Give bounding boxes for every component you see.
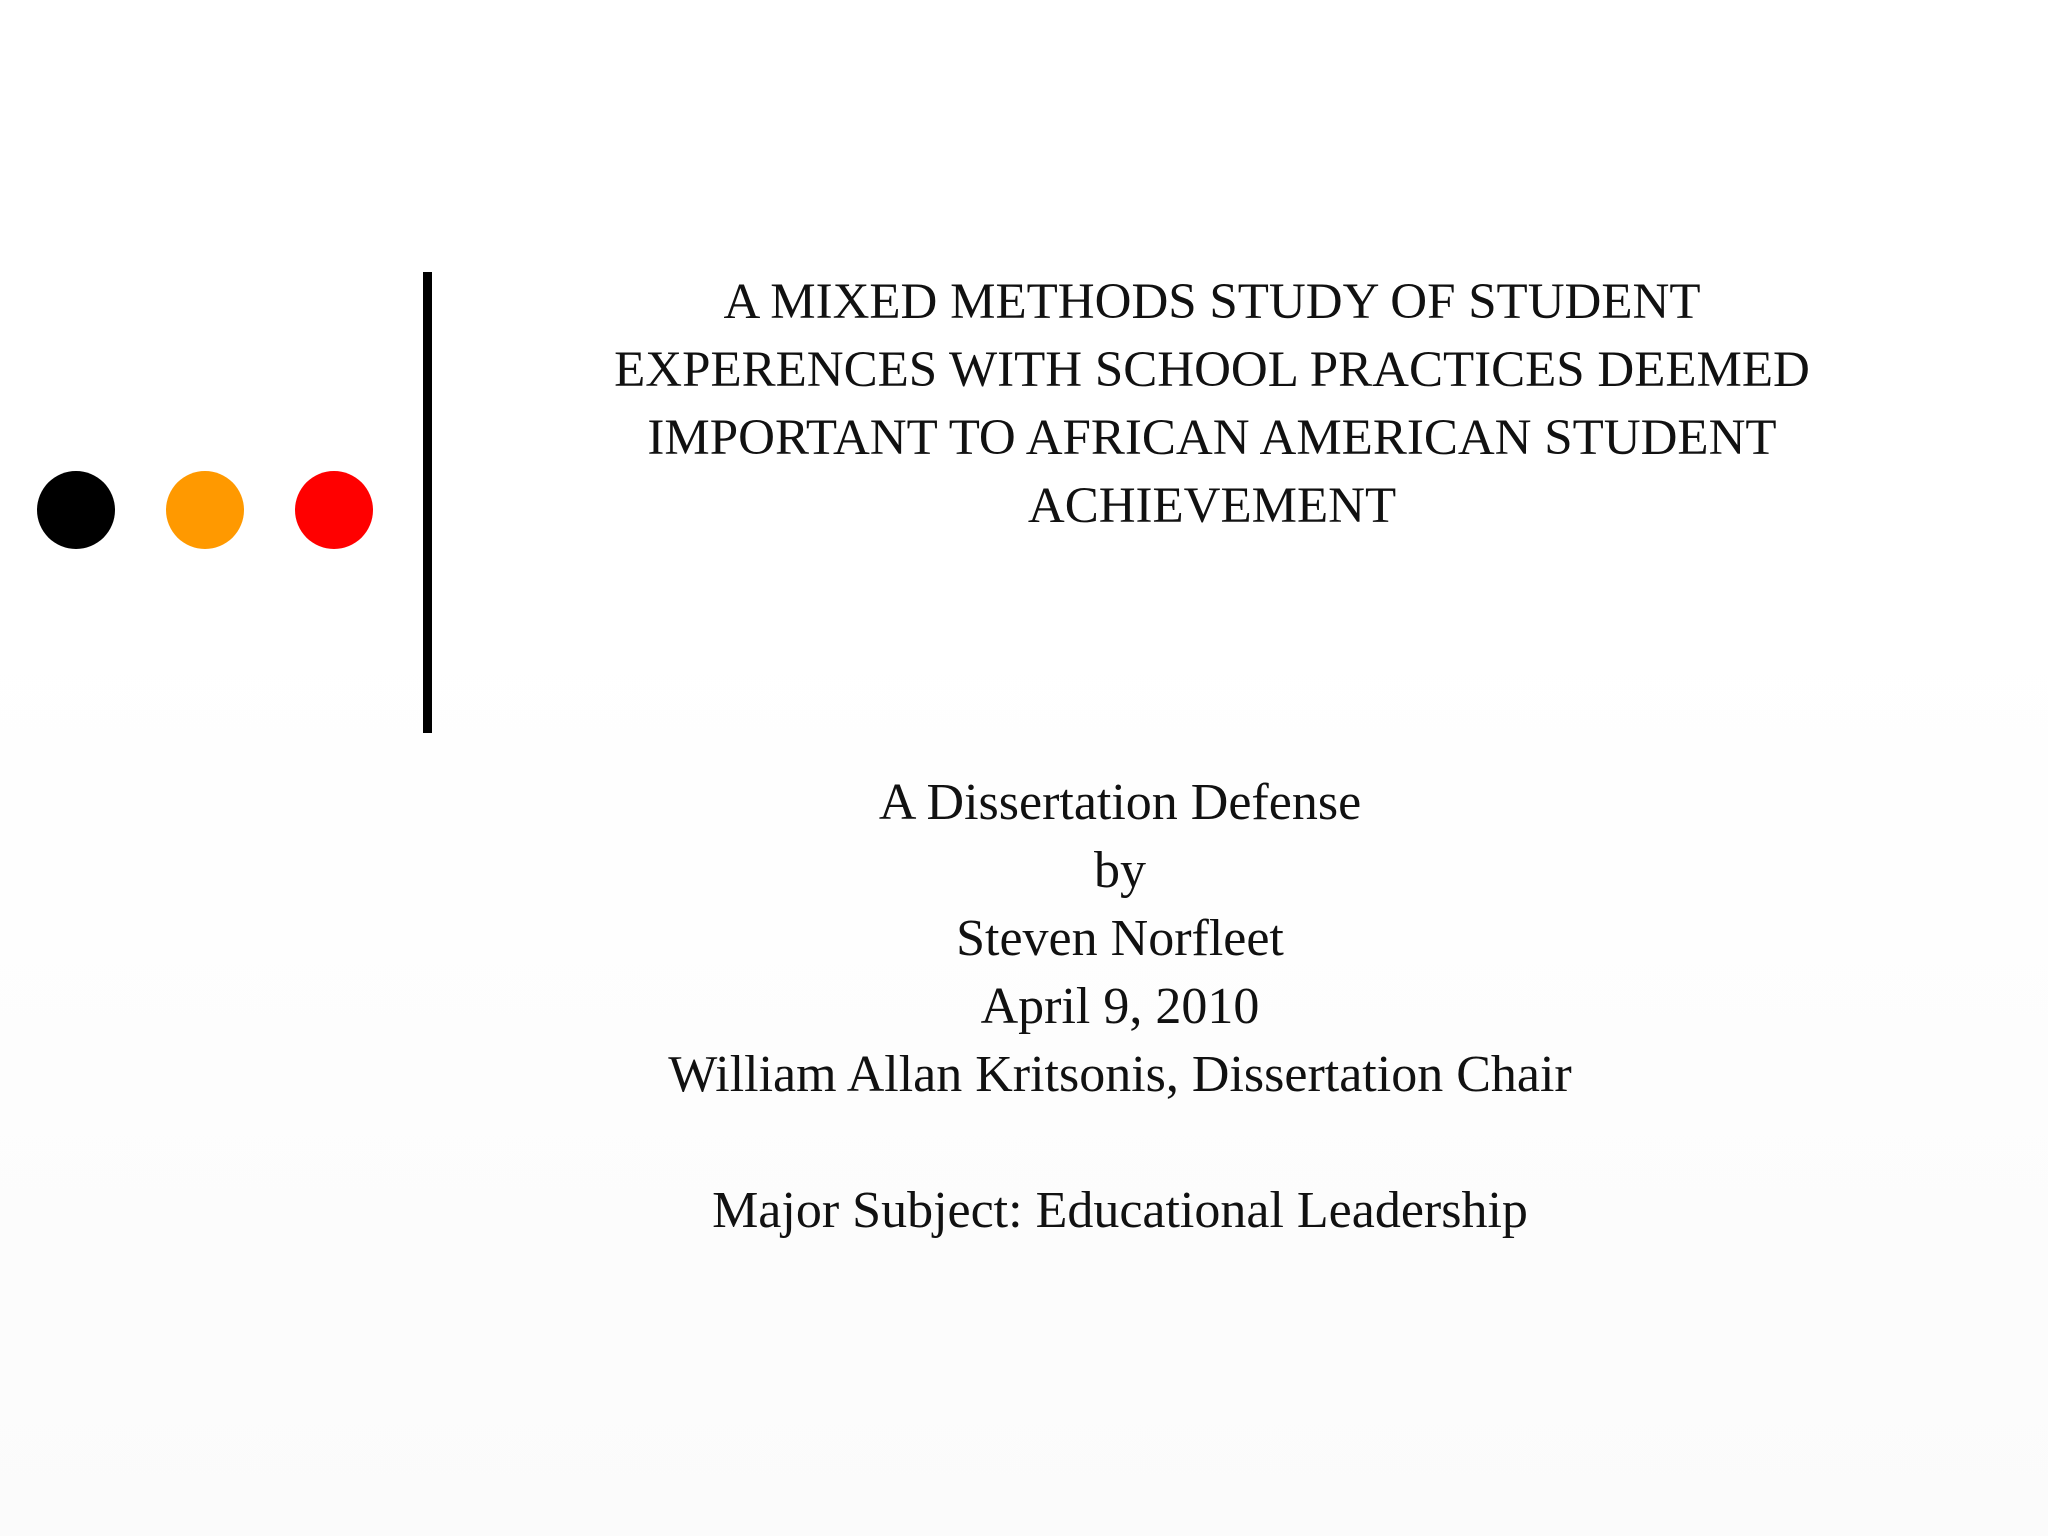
title-line: ACHIEVEMENT [1027,478,1397,534]
subtitle-line-author: Steven Norfleet [956,910,1284,967]
subtitle-line-chair: William Allan Kritsonis, Dissertation Chair [668,1046,1572,1103]
title-line: EXPERENCES WITH SCHOOL PRACTICES DEEMED [614,342,1810,398]
red-dot-icon [295,471,373,549]
title-line: IMPORTANT TO AFRICAN AMERICAN STUDENT [647,410,1777,466]
slide-subtitle [420,769,1820,1245]
subtitle-spacer [420,1109,1820,1177]
title-line: A MIXED METHODS STUDY OF STUDENT [723,274,1701,330]
subtitle-line-by: by [1094,842,1146,899]
vertical-divider [423,272,432,733]
slide-title [470,268,1954,540]
subtitle-line-defense: A Dissertation Defense [878,774,1362,831]
black-dot-icon [37,471,115,549]
subtitle-line-date: April 9, 2010 [980,978,1260,1035]
orange-dot-icon [166,471,244,549]
subtitle-line-major-subject: Major Subject: Educational Leadership [712,1182,1528,1239]
